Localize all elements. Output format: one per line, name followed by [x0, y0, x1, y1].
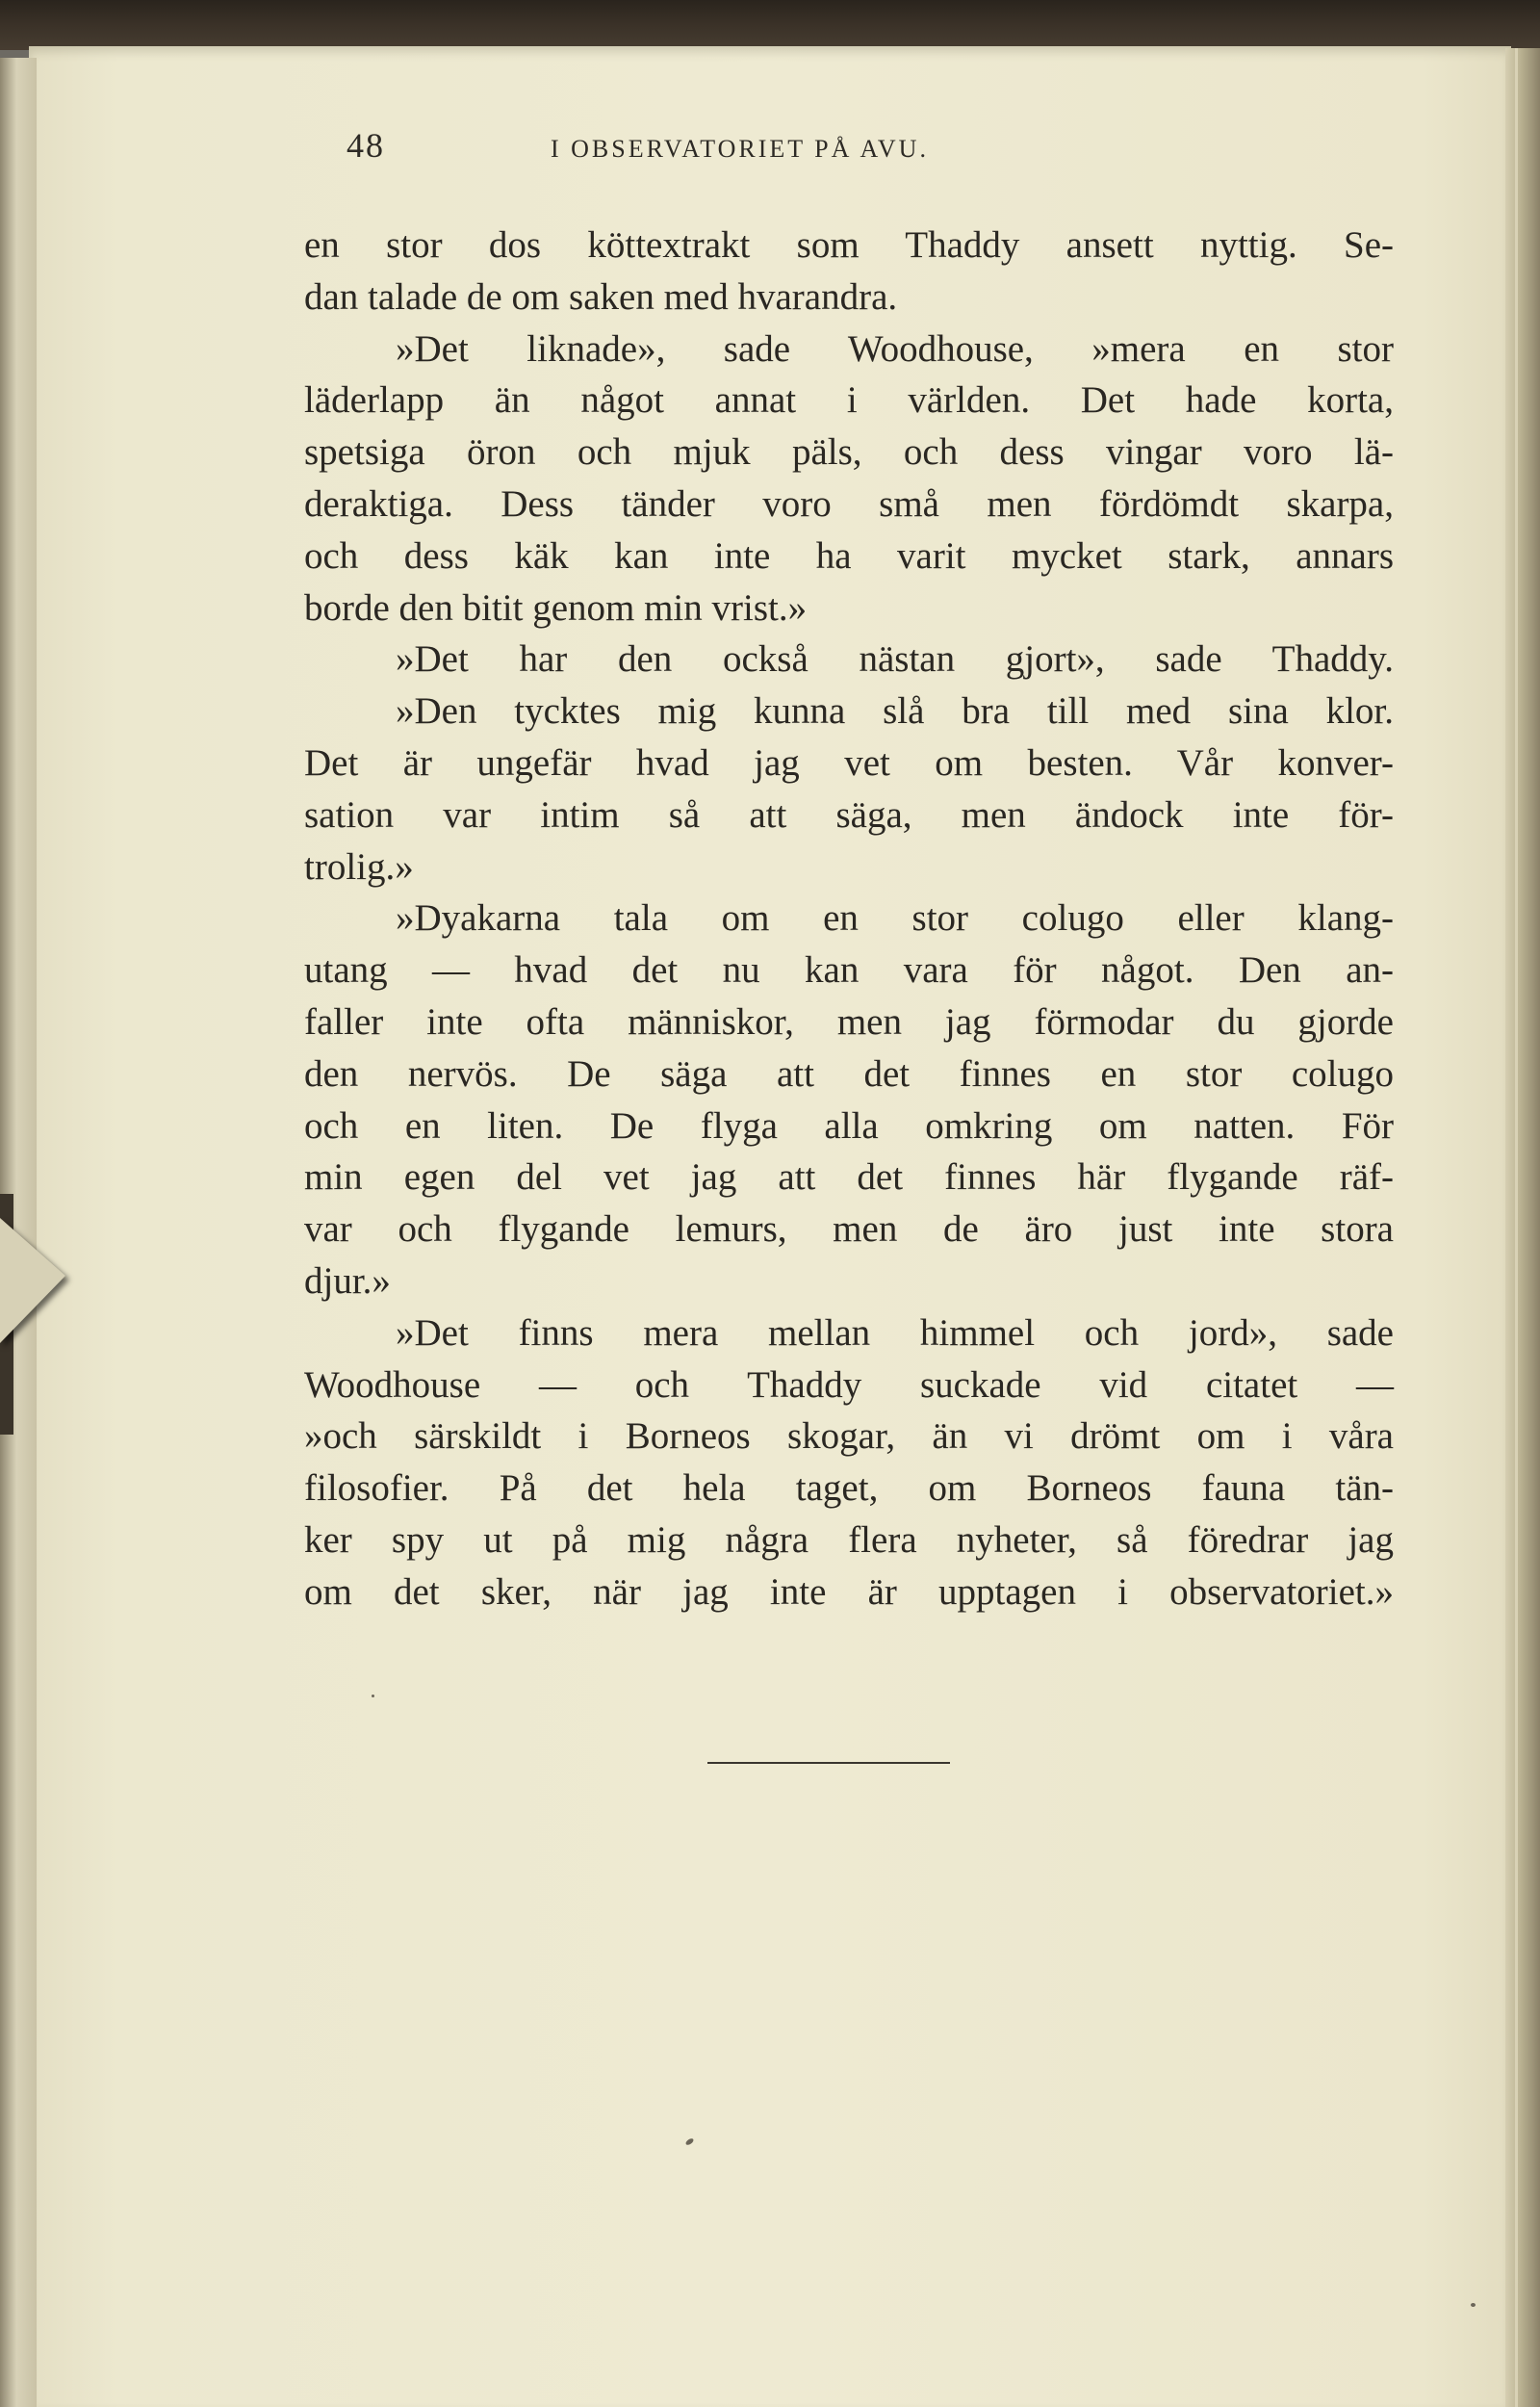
- page-right-edge: [1505, 48, 1540, 2407]
- text-line: och dess käk kan inte ha varit mycket stark, annars: [304, 534, 1394, 577]
- running-title: I OBSERVATORIET PÅ AVU.: [551, 135, 929, 163]
- text-line: »Det finns mera mellan himmel och jord», sade: [396, 1311, 1394, 1354]
- text-line: trolig.»: [304, 845, 414, 888]
- text-line: djur.»: [304, 1259, 391, 1302]
- section-end-rule: [707, 1762, 950, 1764]
- text-line: om det sker, när jag inte är upptagen i observatoriet.»: [304, 1570, 1394, 1613]
- running-head: [346, 125, 1194, 166]
- text-line: en stor dos köttextrakt som Thaddy ansett nyttig. Se-: [304, 224, 1394, 266]
- text-line: dan talade de om saken med hvarandra.: [304, 275, 898, 318]
- text-line: deraktiga. Dess tänder voro små men fördömdt skarpa,: [304, 482, 1394, 525]
- page-number: 48: [346, 126, 385, 165]
- text-line: faller inte ofta människor, men jag förmodar du gjorde: [304, 1000, 1394, 1043]
- text-line: läderlapp än något annat i världen. Det hade korta,: [304, 379, 1394, 422]
- text-line: »Den tycktes mig kunna slå bra till med sina klor.: [396, 690, 1394, 733]
- paper-speck: [372, 1695, 374, 1697]
- body-text: [304, 220, 1394, 1618]
- text-line: var och flygande lemurs, men de äro just inte stora: [304, 1208, 1394, 1251]
- text-line: min egen del vet jag att det finnes här flygande räf-: [304, 1156, 1394, 1199]
- text-line: sation var intim så att säga, men ändock inte för-: [304, 793, 1394, 836]
- text-line: den nervös. De säga att det finnes en stor colugo: [304, 1052, 1394, 1095]
- paper-speck: [1471, 2303, 1476, 2307]
- text-line: »Det liknade», sade Woodhouse, »mera en stor: [396, 327, 1394, 370]
- text-line: spetsiga öron och mjuk päls, och dess vingar voro lä-: [304, 431, 1394, 474]
- text-line: ker spy ut på mig några flera nyheter, så föredrar jag: [304, 1518, 1394, 1561]
- text-line: filosofier. På det hela taget, om Borneos fauna tän-: [304, 1467, 1394, 1510]
- text-line: Det är ungefär hvad jag vet om besten. Vår konver-: [304, 741, 1394, 784]
- text-line: och en liten. De flyga alla omkring om natten. För: [304, 1104, 1394, 1147]
- text-line: borde den bitit genom min vrist.»: [304, 586, 808, 629]
- text-line: Woodhouse — och Thaddy suckade vid citatet —: [304, 1363, 1394, 1406]
- text-line: »och särskildt i Borneos skogar, än vi drömt om i våra: [304, 1415, 1394, 1458]
- text-line: utang — hvad det nu kan vara för något. Den an-: [304, 949, 1394, 992]
- page-clip: [0, 1218, 65, 1343]
- text-line: »Dyakarna tala om en stor colugo eller klang-: [396, 897, 1394, 940]
- text-line: »Det har den också nästan gjort», sade Thaddy.: [396, 638, 1394, 681]
